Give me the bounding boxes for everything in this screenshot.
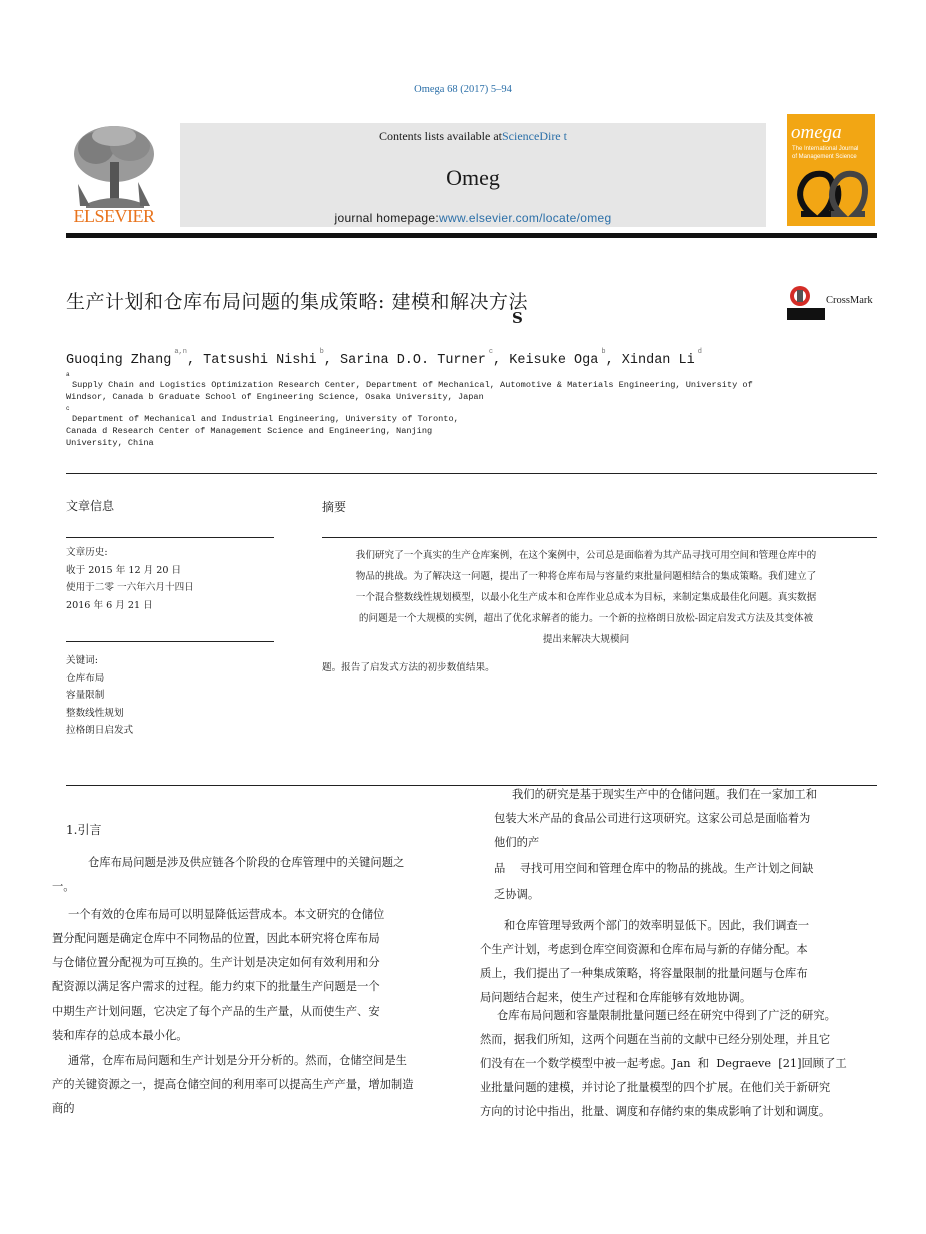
- crossmark-icon: [787, 282, 825, 320]
- body-line: 业批量问题的建模，并讨论了批量模型的四个扩展。在他们关于新研究: [480, 1081, 831, 1094]
- affiliation-mark-c: c: [66, 405, 70, 412]
- body-line: 他们的产: [494, 836, 540, 849]
- title-block-rule: [66, 473, 877, 474]
- body-line: 仓库布局问题是涉及供应链各个阶段的仓库管理中的关键问题之: [88, 856, 405, 869]
- journal-masthead: [66, 118, 877, 240]
- body-line: 们没有在一个数学模型中被一起考虑。Jan 和 Degraeve [21]回顾了工: [480, 1057, 847, 1070]
- crossmark-label: CrossMark: [826, 295, 873, 306]
- body-line: 与仓储位置分配视为可互换的。生产计划是决定如何有效利用和分: [52, 956, 380, 969]
- history-label: 文章历史:: [66, 547, 108, 558]
- header-rule: [66, 233, 877, 238]
- contents-prefix: Contents lists available at: [379, 129, 502, 143]
- body-line: 包装大米产品的食品公司进行这项研究。这家公司总是面临着为: [494, 812, 811, 825]
- article-info-rule: [66, 537, 274, 538]
- cover-subtitle-1: The International Journal: [792, 146, 859, 152]
- affiliation-line: Canada d Research Center of Management Science and Engineering, Nanjing: [66, 426, 433, 436]
- abstract-rule: [322, 537, 877, 538]
- author[interactable]: Sarina D.O. Turner$^c$,: [340, 348, 502, 368]
- contents-line: [180, 129, 766, 144]
- abstract-heading: 摘要: [322, 500, 347, 514]
- abstract-last-line: 题。报告了启发式方法的初步数值结果。: [322, 662, 495, 673]
- body-line: 个生产计划，考虑到仓库空间资源和仓库布局与新的存储分配。本: [480, 943, 808, 956]
- elsevier-logo[interactable]: [66, 122, 162, 230]
- crossmark-badge[interactable]: [787, 282, 877, 320]
- article-history: [66, 544, 194, 614]
- author-list: [66, 348, 702, 368]
- history-received: 收于 2015 年 12 月 20 日: [66, 564, 182, 576]
- body-line: 质上，我们提出了一种集成策略，将容量限制的批量问题与仓库布: [480, 967, 808, 980]
- article-info-heading: 文章信息: [66, 499, 115, 513]
- abstract-line: 的问题是一个大规模的实例，超出了优化求解者的能力。一个新的拉格朗日放松-固定启发式方法及其变体被: [358, 613, 814, 624]
- keyword[interactable]: 拉格朗日启发式: [66, 725, 134, 736]
- author[interactable]: Keisuke Oga$^b$,: [509, 348, 614, 368]
- affiliation-mark-a: a: [66, 371, 70, 378]
- body-line: 中期生产计划问题，它决定了每个产品的生产量，从而使生产、安: [52, 1005, 380, 1018]
- author[interactable]: Xindan Li$^d$: [621, 348, 702, 368]
- affiliation-line: Department of Mechanical and Industrial Engineering, University of Toronto,: [72, 414, 459, 424]
- keywords-label: 关键词:: [66, 655, 99, 666]
- omega-symbol-icon: [793, 168, 869, 218]
- history-revised: 使用于二零 一六年六月十四日: [66, 582, 194, 593]
- author[interactable]: Guoqing Zhang$^{a,n}$,: [66, 348, 196, 368]
- keywords-rule: [66, 641, 274, 642]
- body-line: 局问题结合起来，使生产过程和仓库能够有效地协调。: [480, 991, 752, 1004]
- keywords-block: [66, 652, 133, 740]
- abstract-text: [322, 545, 850, 650]
- cover-title: omega: [791, 122, 842, 143]
- section-heading: 1.引言: [66, 823, 102, 837]
- body-line: 一。: [52, 880, 75, 893]
- abstract-line: 提出来解决大规模问: [542, 634, 630, 645]
- keyword[interactable]: 仓库布局: [66, 672, 105, 684]
- paper-title: 生产计划和仓库布局问题的集成策略: 建模和解决方法: [66, 291, 528, 313]
- body-line: 商的: [52, 1102, 75, 1115]
- journal-info-box: [180, 123, 766, 227]
- body-line: 然而，据我们所知，这两个问题在当前的文献中已经分别处理，并且它: [480, 1033, 831, 1046]
- body-line: 品 寻找可用空间和管理仓库中的物品的挑战。生产计划之间缺: [494, 862, 814, 875]
- body-line: 乏协调。: [494, 888, 540, 901]
- history-accepted: 2016 年 6 月 21 日: [66, 599, 153, 611]
- journal-reference[interactable]: Omega 68 (2017) 5–94: [414, 84, 512, 95]
- abstract-line: 一个混合整数线性规划模型，以最小化生产成本和仓库作业总成本为目标，来制定集成最佳化问题。真实数据: [355, 592, 817, 603]
- affiliation-line: Supply Chain and Logistics Optimization Research Center, Department of Mechanical, Automotive & Materials Engineering, University of: [72, 380, 753, 390]
- homepage-prefix: journal homepage:: [334, 211, 440, 225]
- abstract-line: 我们研究了一个真实的生产仓库案例，在这个案例中，公司总是面临着为其产品寻找可用空间和管理仓库中的: [355, 550, 817, 561]
- keyword[interactable]: 容量限制: [66, 690, 105, 701]
- affiliation-line: Windsor, Canada b Graduate School of Engineering Science, Osaka University, Japan: [66, 392, 484, 402]
- body-line: 置分配问题是确定仓库中不同物品的位置，因此本研究将仓库布局: [52, 932, 380, 945]
- body-line: 一个有效的仓库布局可以明显降低运营成本。本文研究的仓储位: [68, 908, 385, 921]
- body-line: 和仓库管理导致两个部门的效率明显低下。因此，我们调查一: [504, 919, 810, 932]
- affiliation-line: University, China: [66, 438, 154, 448]
- abstract-line: 物品的挑战。为了解决这一问题，提出了一种将仓库布局与容量约束批量问题相结合的集成策略。我们建立了: [355, 571, 817, 582]
- body-line: 配资源以满足客户需求的过程。能力约束下的批量生产问题是一个: [52, 980, 380, 993]
- body-line: 产的关键资源之一，提高仓储空间的利用率可以提高生产产量，增加制造: [52, 1078, 414, 1091]
- body-line: 装和库存的总成本最小化。: [52, 1029, 188, 1042]
- publisher-logo-text: ELSEVIER: [73, 206, 155, 226]
- author[interactable]: Tatsushi Nishi$^b$,: [203, 348, 332, 368]
- journal-name: Omeg: [446, 165, 500, 190]
- title-footnote-mark[interactable]: S: [512, 309, 523, 327]
- cover-subtitle-2: of Management Science: [792, 154, 857, 160]
- keyword[interactable]: 整数线性规划: [66, 707, 124, 719]
- journal-cover[interactable]: [787, 114, 875, 226]
- body-line: 方向的讨论中指出，批量、调度和存储约束的集成影响了计划和调度。: [480, 1105, 831, 1118]
- homepage-line: [180, 211, 766, 225]
- sciencedirect-link[interactable]: ScienceDire t: [502, 129, 567, 143]
- body-line: 我们的研究是基于现实生产中的仓储问题。我们在一家加工和: [512, 788, 818, 801]
- body-line: 通常，仓库布局问题和生产计划是分开分析的。然而，仓储空间是生: [68, 1054, 407, 1067]
- homepage-link[interactable]: www.elsevier.com/locate/omeg: [439, 211, 612, 225]
- body-line: 仓库布局问题和容量限制批量问题已经在研究中得到了广泛的研究。: [497, 1009, 836, 1022]
